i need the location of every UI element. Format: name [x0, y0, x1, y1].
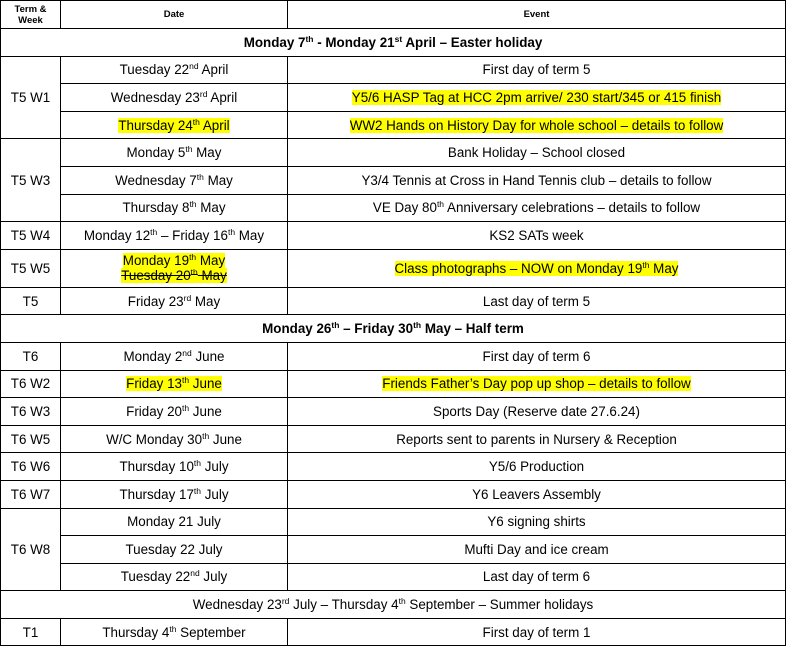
text-run: Thursday 24 — [118, 117, 193, 133]
text-run: Thursday 8 — [122, 200, 190, 216]
holiday-banner-row — [1, 591, 786, 619]
text-run: Thursday 17 — [119, 486, 194, 502]
ordinal-suffix: th — [202, 430, 210, 441]
term-week-cell: T6 — [1, 342, 61, 370]
date-cell — [61, 480, 288, 508]
cell-text — [84, 228, 264, 243]
cell-text — [120, 62, 229, 77]
cell-text — [122, 200, 225, 215]
text-run: Friday 23 — [127, 293, 184, 309]
table-row — [1, 370, 786, 398]
text-run: Y5/6 Production — [488, 459, 585, 475]
cell-text — [193, 597, 593, 612]
text-run: Last day of term 6 — [482, 569, 591, 585]
cell-text — [119, 487, 228, 502]
text-run: Monday 21 July — [127, 514, 221, 530]
cell-text — [106, 432, 242, 447]
text-run: May — [196, 200, 226, 216]
cell-text — [127, 514, 221, 529]
cell-text — [361, 173, 711, 188]
holiday-banner — [1, 29, 786, 57]
cell-text — [489, 459, 584, 474]
event-cell — [288, 166, 786, 194]
text-run: First day of term 5 — [482, 62, 591, 78]
event-cell — [288, 425, 786, 453]
text-run: July — [200, 459, 229, 475]
date-cell — [61, 166, 288, 194]
table-row — [1, 453, 786, 481]
text-run: May — [191, 293, 221, 309]
text-run: Y5/6 HASP Tag at HCC 2pm arrive/ 230 start/345 or 415 finish — [351, 89, 722, 105]
text-run: W/C Monday 30 — [106, 431, 203, 447]
text-run: April – Easter holiday — [402, 34, 543, 50]
text-run: May — [649, 260, 679, 276]
cell-text — [448, 145, 625, 160]
text-run: Tuesday 20 — [121, 268, 191, 284]
text-run: Sports Day (Reserve date 27.6.24) — [433, 403, 640, 419]
date-cell — [61, 453, 288, 481]
cell-text — [396, 432, 677, 447]
cell-text — [483, 62, 591, 77]
event-cell — [288, 342, 786, 370]
table-row — [1, 84, 786, 112]
date-cell — [61, 398, 288, 426]
text-run: VE Day 80 — [372, 200, 437, 216]
ordinal-suffix: rd — [199, 88, 208, 99]
cell-text — [395, 261, 679, 276]
text-run: Friends Father’s Day pop up shop – details to follow — [382, 376, 691, 392]
table-row — [1, 563, 786, 591]
text-run: June — [189, 403, 222, 419]
text-run: September — [176, 624, 246, 640]
date-cell — [61, 111, 288, 139]
cell-text — [483, 569, 590, 584]
cell-text — [262, 321, 524, 336]
table-row — [1, 480, 786, 508]
ordinal-suffix: th — [193, 458, 201, 469]
table-row — [1, 425, 786, 453]
term-week-cell: T1 — [1, 618, 61, 646]
term-week-cell: T5 W5 — [1, 249, 61, 287]
text-run: Bank Holiday – School closed — [447, 145, 626, 161]
cell-text — [244, 35, 543, 50]
text-run: May — [196, 253, 226, 269]
text-run: Monday 26 — [262, 321, 332, 337]
table-row — [1, 398, 786, 426]
ordinal-suffix: th — [189, 199, 197, 210]
header-row — [1, 1, 786, 29]
ordinal-suffix: st — [394, 33, 403, 44]
event-cell — [288, 370, 786, 398]
event-cell — [288, 249, 786, 287]
cell-text — [352, 90, 721, 105]
holiday-banner-row — [1, 315, 786, 343]
table-row — [1, 342, 786, 370]
term-week-cell: T6 W6 — [1, 453, 61, 481]
ordinal-suffix: nd — [190, 568, 200, 579]
text-run: Tuesday 22 — [119, 62, 190, 78]
table-row — [1, 166, 786, 194]
table-row — [1, 249, 786, 287]
ordinal-suffix: th — [185, 144, 193, 155]
text-run: Friday 13 — [126, 376, 182, 392]
ordinal-suffix: th — [413, 320, 422, 331]
text-run: Reports sent to parents in Nursery & Reception — [396, 431, 677, 447]
text-run: Wednesday 23 — [110, 89, 200, 105]
text-run: Monday 12 — [83, 227, 151, 243]
text-run: KS2 SATs week — [489, 227, 584, 243]
text-run: Thursday 4 — [102, 624, 170, 640]
text-run: May — [192, 145, 222, 161]
text-run: July – Thursday 4 — [289, 597, 399, 613]
holiday-banner — [1, 591, 786, 619]
text-run: WW2 Hands on History Day for whole school – details to follow — [349, 117, 724, 133]
cell-text — [373, 200, 700, 215]
date-cell — [61, 618, 288, 646]
date-cell — [61, 508, 288, 536]
text-run: Friday 20 — [126, 403, 182, 419]
cell-text — [483, 349, 591, 364]
text-run: – Friday 30 — [339, 321, 414, 337]
event-cell — [288, 56, 786, 84]
text-run: June — [209, 431, 242, 447]
text-run: Y6 signing shirts — [487, 514, 586, 530]
event-cell — [288, 111, 786, 139]
text-run: Wednesday 23 — [192, 597, 282, 613]
cell-text — [487, 514, 585, 529]
table-body — [1, 29, 786, 646]
cell-text — [472, 487, 601, 502]
table-row — [1, 194, 786, 222]
date-cell — [61, 249, 288, 287]
cell-text — [115, 173, 233, 188]
event-cell — [288, 536, 786, 564]
ordinal-suffix: th — [181, 402, 190, 413]
cell-text — [382, 376, 690, 391]
term-week-cell: T6 W7 — [1, 480, 61, 508]
date-cell — [61, 342, 288, 370]
text-run: July — [199, 569, 228, 585]
cell-text — [489, 228, 583, 243]
table-row — [1, 56, 786, 84]
text-run: June — [189, 376, 222, 392]
text-run: Anniversary celebrations – details to follow — [444, 200, 701, 216]
cell-text — [118, 118, 229, 133]
ordinal-suffix: th — [398, 596, 406, 607]
text-run: Tuesday 22 — [120, 569, 191, 585]
text-run: Y3/4 Tennis at Cross in Hand Tennis club – details to follow — [361, 172, 712, 188]
table-row — [1, 508, 786, 536]
text-run: Mufti Day and ice cream — [464, 541, 609, 557]
text-run: June — [191, 348, 225, 364]
cell-text — [119, 459, 228, 474]
text-run: Y6 Leavers Assembly — [472, 486, 601, 502]
text-run: Last day of term 5 — [482, 293, 591, 309]
ordinal-suffix: th — [181, 375, 190, 386]
term-week-cell: T6 W2 — [1, 370, 61, 398]
term-week-cell: T5 W3 — [1, 139, 61, 222]
date-cell — [61, 370, 288, 398]
text-run: Monday 19 — [122, 253, 190, 269]
cell-text — [126, 404, 222, 419]
cell-text — [464, 542, 608, 557]
text-run: April — [198, 62, 229, 78]
date-cell — [61, 425, 288, 453]
ordinal-suffix: th — [196, 171, 204, 182]
ordinal-suffix: nd — [182, 347, 192, 358]
ordinal-suffix: th — [436, 199, 445, 210]
ordinal-suffix: th — [169, 623, 177, 634]
cell-text — [350, 118, 724, 133]
cell-text — [483, 294, 590, 309]
ordinal-suffix: th — [189, 252, 197, 263]
date-cell — [61, 194, 288, 222]
text-run: May — [197, 268, 227, 284]
cell-text — [483, 625, 591, 640]
term-week-header: Term & Week — [1, 1, 61, 29]
ordinal-suffix: th — [331, 320, 340, 331]
cell-text — [126, 376, 222, 391]
cell-text — [121, 268, 227, 283]
table-row — [1, 618, 786, 646]
term-week-cell: T5 — [1, 287, 61, 315]
ordinal-suffix: th — [193, 485, 201, 496]
date-cell — [61, 84, 288, 112]
cell-text — [433, 404, 640, 419]
text-run: April — [207, 89, 238, 105]
date-cell — [61, 536, 288, 564]
event-cell — [288, 618, 786, 646]
event-cell — [288, 563, 786, 591]
term-week-cell: T6 W5 — [1, 425, 61, 453]
text-run: First day of term 6 — [482, 348, 591, 364]
ordinal-suffix: th — [190, 267, 198, 278]
ordinal-suffix: th — [192, 116, 200, 127]
event-cell — [288, 480, 786, 508]
term-week-cell: T6 W8 — [1, 508, 61, 591]
term-week-cell: T5 W4 — [1, 222, 61, 250]
text-run: April — [199, 117, 230, 133]
date-cell — [61, 287, 288, 315]
ordinal-suffix: rd — [281, 596, 290, 607]
text-run: May – Half term — [421, 321, 524, 337]
table-row — [1, 536, 786, 564]
cell-text — [123, 253, 225, 268]
date-cell — [61, 563, 288, 591]
cell-text — [123, 349, 224, 364]
text-run: Wednesday 7 — [115, 172, 197, 188]
text-run: May — [203, 172, 233, 188]
text-run: May — [235, 227, 265, 243]
text-run: Thursday 10 — [119, 459, 194, 475]
text-run: - Monday 21 — [313, 34, 395, 50]
text-run: July — [200, 486, 229, 502]
text-run: Monday 5 — [126, 145, 186, 161]
date-cell — [61, 139, 288, 167]
ordinal-suffix: rd — [183, 292, 192, 303]
term-week-cell: T5 W1 — [1, 56, 61, 139]
cell-text — [121, 569, 228, 584]
ordinal-suffix: nd — [189, 61, 199, 72]
ordinal-suffix: th — [305, 33, 314, 44]
ordinal-suffix: th — [642, 259, 650, 270]
text-run: Monday 7 — [243, 34, 306, 50]
event-header: Event — [288, 1, 786, 29]
text-run: September – Summer holidays — [405, 597, 594, 613]
ordinal-suffix: th — [150, 226, 158, 237]
event-cell — [288, 453, 786, 481]
term-week-cell: T6 W3 — [1, 398, 61, 426]
table-row — [1, 222, 786, 250]
cell-text — [128, 294, 220, 309]
cell-text — [102, 625, 245, 640]
text-run: Tuesday 22 July — [125, 541, 223, 557]
table-row — [1, 139, 786, 167]
text-run: Class photographs – NOW on Monday 19 — [394, 260, 643, 276]
event-cell — [288, 398, 786, 426]
holiday-banner-row — [1, 29, 786, 57]
event-cell — [288, 139, 786, 167]
text-run: Monday 2 — [123, 348, 183, 364]
date-cell — [61, 56, 288, 84]
event-cell — [288, 222, 786, 250]
cell-text — [127, 145, 222, 160]
table-row — [1, 287, 786, 315]
holiday-banner — [1, 315, 786, 343]
ordinal-suffix: th — [227, 226, 236, 237]
date-cell — [61, 222, 288, 250]
date-header: Date — [61, 1, 288, 29]
text-run: First day of term 1 — [482, 624, 591, 640]
event-cell — [288, 84, 786, 112]
cell-text — [125, 542, 222, 557]
text-run: – Friday 16 — [157, 227, 228, 243]
event-cell — [288, 194, 786, 222]
table-row — [1, 111, 786, 139]
cell-text — [111, 90, 237, 105]
event-cell — [288, 287, 786, 315]
event-cell — [288, 508, 786, 536]
